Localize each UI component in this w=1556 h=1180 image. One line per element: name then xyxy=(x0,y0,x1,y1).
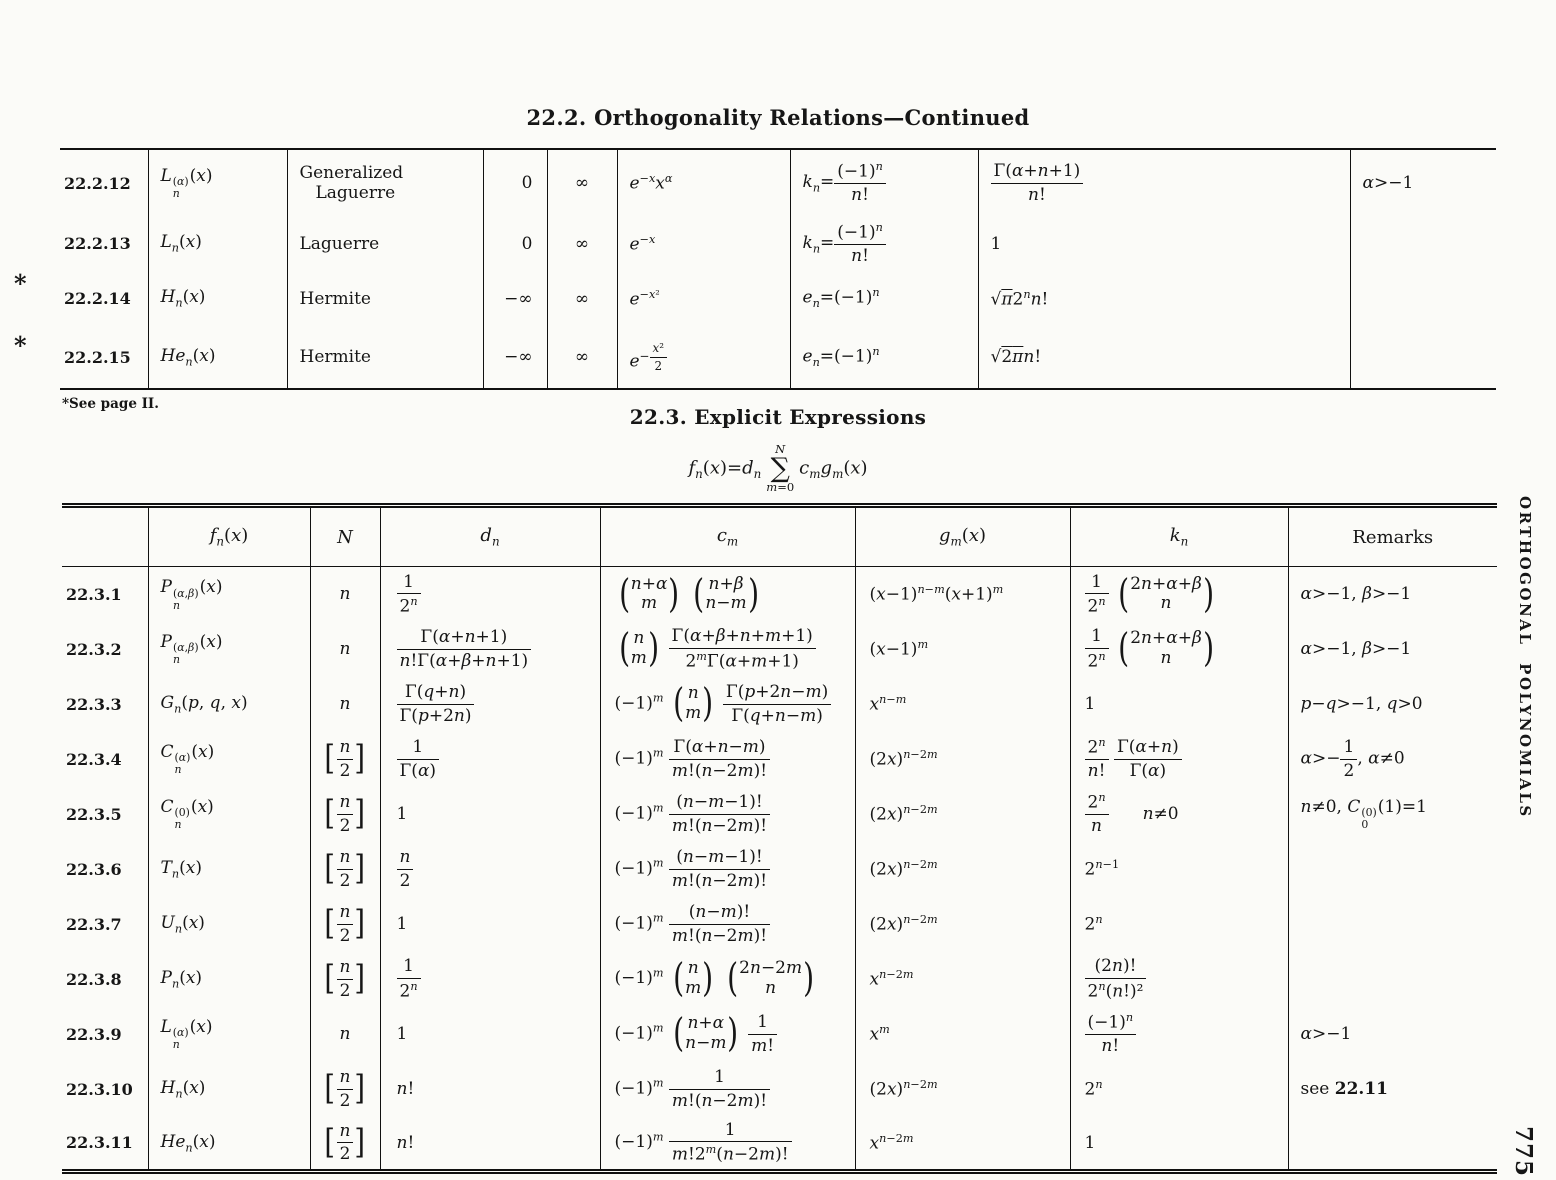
orthogonality-cell-f: $L_n(x)$ xyxy=(148,216,287,271)
orthogonality-cell-name: Hermite xyxy=(287,326,483,389)
explicit-cell-remarks: p−q>−1, q>0 xyxy=(1288,677,1497,732)
explicit-cell-c: $(-1)^m$ $\frac{1}{m!(n-2m)!}$ xyxy=(600,1062,855,1117)
section-22-2-title: 22.2. Orthogonality Relations—Continued xyxy=(526,105,1030,130)
explicit-cell-d: n! xyxy=(380,1117,600,1172)
explicit-row xyxy=(62,787,1497,842)
explicit-row xyxy=(62,952,1497,1007)
header-dn: $d_n$ xyxy=(380,506,600,567)
explicit-cell-remarks xyxy=(1288,1117,1497,1172)
explicit-cell-remarks: α>−1 xyxy=(1288,1007,1497,1062)
explicit-cell-k: $\frac{1}{2^n}$ ( 2n+α+β n ) xyxy=(1070,567,1288,622)
explicit-cell-N: [ n 2 ] xyxy=(310,842,380,897)
orthogonality-relations-table xyxy=(60,148,1496,390)
explicit-cell-remarks xyxy=(1288,897,1497,952)
page-number: 775 xyxy=(1510,1126,1537,1178)
explicit-cell-d: 1 xyxy=(380,1007,600,1062)
explicit-cell-f: L (α) n (x) xyxy=(148,1007,310,1062)
orthogonality-cell-f: $H_n(x)$ xyxy=(148,271,287,326)
explicit-table-body xyxy=(62,567,1497,1172)
orthogonality-table-body xyxy=(60,149,1496,389)
header-fn: $f_n(x)$ xyxy=(148,506,310,567)
explicit-cell-remarks: α>−1, β>−1 xyxy=(1288,622,1497,677)
header-gm: $g_m(x)$ xyxy=(855,506,1070,567)
explicit-cell-g: $x^{n-2m}$ xyxy=(855,952,1070,1007)
orthogonality-cell-remarks: α>−1 xyxy=(1350,149,1496,216)
header-N: N xyxy=(310,506,380,567)
explicit-cell-g: $x^{n-2m}$ xyxy=(855,1117,1070,1172)
explicit-row xyxy=(62,842,1497,897)
explicit-cell-d: 1 xyxy=(380,787,600,842)
explicit-cell-id: 22.3.1 xyxy=(66,584,122,604)
explicit-cell-k: $\frac{(2n)!}{2^n(n!)^2}$ xyxy=(1070,952,1288,1007)
orthogonality-cell-name: Generalized Laguerre xyxy=(287,149,483,216)
orthogonality-row xyxy=(60,326,1496,389)
explicit-cell-f: C (α) n (x) xyxy=(148,732,310,787)
explicit-cell-c: $(-1)^m$ ( n m ) $\frac{\Gamma(p+2n-m)}{\Gamma(q+n-m)}$ xyxy=(600,677,855,732)
explicit-cell-f: $He_n(x)$ xyxy=(148,1117,310,1172)
orthogonality-row xyxy=(60,149,1496,216)
footnote-star-22-2-14: * xyxy=(14,269,27,298)
explicit-cell-g: $(2x)^{n-2m}$ xyxy=(855,897,1070,952)
explicit-cell-g: $x^m$ xyxy=(855,1007,1070,1062)
explicit-row xyxy=(62,897,1497,952)
explicit-cell-k: $\frac{2^n}{n}$ n≠0 xyxy=(1070,787,1288,842)
orthogonality-cell-h: √2πn! xyxy=(978,326,1350,389)
explicit-cell-k: $2^{n-1}$ xyxy=(1070,842,1288,897)
orthogonality-cell-id: 22.2.14 xyxy=(64,289,131,308)
explicit-cell-c: $(-1)^m$ $\frac{(n-m-1)!}{m!(n-2m)!}$ xyxy=(600,787,855,842)
orthogonality-cell-f: $He_n(x)$ xyxy=(148,326,287,389)
explicit-cell-N: [ n 2 ] xyxy=(310,897,380,952)
header-remarks: Remarks xyxy=(1288,506,1497,567)
explicit-table-header-row xyxy=(62,506,1497,567)
explicit-cell-id: 22.3.11 xyxy=(66,1133,133,1153)
explicit-row xyxy=(62,1007,1497,1062)
orthogonality-cell-b: ∞ xyxy=(547,216,617,271)
explicit-cell-remarks xyxy=(1288,842,1497,897)
explicit-cell-d: 1 xyxy=(380,897,600,952)
orthogonality-cell-b: ∞ xyxy=(547,149,617,216)
orthogonality-cell-a: 0 xyxy=(483,216,547,271)
explicit-cell-g: $(2x)^{n-2m}$ xyxy=(855,842,1070,897)
explicit-cell-g: $x^{n-m}$ xyxy=(855,677,1070,732)
section-22-3-title: 22.3. Explicit Expressions xyxy=(629,405,927,429)
orthogonality-cell-id: 22.2.15 xyxy=(64,347,131,367)
header-cm: $c_m$ xyxy=(600,506,855,567)
explicit-cell-d: $\frac{1}{2^n}$ xyxy=(380,567,600,622)
explicit-cell-f: P (α,β) n (x) xyxy=(148,567,310,622)
running-head-vertical: ORTHOGONAL POLYNOMIALS xyxy=(1516,496,1534,819)
orthogonality-cell-id: 22.2.13 xyxy=(64,234,131,253)
orthogonality-cell-k: $k_n=$ $\frac{(-1)^n}{n!}$ xyxy=(790,149,978,216)
orthogonality-cell-name: Hermite xyxy=(287,271,483,326)
explicit-row xyxy=(62,1062,1497,1117)
explicit-cell-N: n xyxy=(310,1007,380,1062)
explicit-row xyxy=(62,622,1497,677)
explicit-cell-c: $(-1)^m$ $\frac{(n-m)!}{m!(n-2m)!}$ xyxy=(600,897,855,952)
orthogonality-cell-w: $e^{-x}x^\alpha$ xyxy=(617,149,790,216)
orthogonality-cell-a: 0 xyxy=(483,149,547,216)
explicit-cell-N: n xyxy=(310,677,380,732)
orthogonality-cell-k: $e_n=(-1)^n$ xyxy=(790,326,978,389)
explicit-cell-remarks xyxy=(1288,952,1497,1007)
explicit-cell-k: 2$^n$ xyxy=(1070,897,1288,952)
explicit-cell-id: 22.3.10 xyxy=(66,1079,133,1099)
explicit-cell-k: 1 xyxy=(1070,677,1288,732)
explicit-cell-c: $(-1)^m$ $\frac{\Gamma(\alpha+n-m)}{m!(n-2m)!}$ xyxy=(600,732,855,787)
explicit-cell-c: $(-1)^m$ $\frac{1}{m!2^m(n-2m)!}$ xyxy=(600,1117,855,1172)
explicit-cell-id: 22.3.3 xyxy=(66,694,122,714)
explicit-cell-g: $(2x)^{n-2m}$ xyxy=(855,787,1070,842)
explicit-cell-c: $(-1)^m$ ( n+α n−m ) $\frac{1}{m!}$ xyxy=(600,1007,855,1062)
explicit-row xyxy=(62,677,1497,732)
explicit-cell-N: n xyxy=(310,622,380,677)
explicit-cell-id: 22.3.9 xyxy=(66,1024,122,1044)
explicit-row xyxy=(62,1117,1497,1172)
explicit-cell-k: $\frac{1}{2^n}$ ( 2n+α+β n ) xyxy=(1070,622,1288,677)
explicit-cell-g: $(2x)^{n-2m}$ xyxy=(855,732,1070,787)
orthogonality-cell-b: ∞ xyxy=(547,271,617,326)
explicit-cell-f: $P_n(x)$ xyxy=(148,952,310,1007)
explicit-cell-c: ( n m ) $\frac{\Gamma(\alpha+\beta+n+m+1)}{2^m\Gamma(\alpha+m+1)}$ xyxy=(600,622,855,677)
explicit-cell-remarks: α>− $\frac{1}{2}$ , α≠0 xyxy=(1288,732,1497,787)
explicit-row xyxy=(62,567,1497,622)
orthogonality-cell-k: $k_n=$ $\frac{(-1)^n}{n!}$ xyxy=(790,216,978,271)
explicit-cell-k: 1 xyxy=(1070,1117,1288,1172)
explicit-cell-k: 2$^n$ xyxy=(1070,1062,1288,1117)
orthogonality-row xyxy=(60,216,1496,271)
explicit-expressions-table xyxy=(62,503,1497,1174)
explicit-cell-f: $H_n(x)$ xyxy=(148,1062,310,1117)
orthogonality-cell-remarks xyxy=(1350,271,1496,326)
orthogonality-cell-id: 22.2.12 xyxy=(64,173,131,193)
explicit-cell-d: n! xyxy=(380,1062,600,1117)
orthogonality-cell-h: $\frac{\Gamma(\alpha+n+1)}{n!}$ xyxy=(978,149,1350,216)
orthogonality-cell-remarks xyxy=(1350,326,1496,389)
explicit-cell-N: [ n 2 ] xyxy=(310,952,380,1007)
explicit-cell-f: $G_n(p$, q, x) xyxy=(148,677,310,732)
orthogonality-cell-h: √π2$^n$n! xyxy=(978,271,1350,326)
orthogonality-cell-w: $e^{-x}$ xyxy=(617,216,790,271)
explicit-cell-g: $(x-1)^{n-m}(x+1)^m$ xyxy=(855,567,1070,622)
explicit-cell-id: 22.3.7 xyxy=(66,914,122,934)
explicit-cell-remarks: see 22.11 xyxy=(1288,1062,1497,1117)
orthogonality-cell-a: −∞ xyxy=(483,271,547,326)
orthogonality-cell-h: 1 xyxy=(978,216,1350,271)
explicit-cell-id: 22.3.5 xyxy=(66,804,122,824)
explicit-cell-id: 22.3.4 xyxy=(66,749,122,769)
explicit-cell-c: ( n+α m ) ( n+β n−m ) xyxy=(600,567,855,622)
explicit-cell-d: $\frac{\Gamma(\alpha+n+1)}{n!\Gamma(\alpha+\beta+n+1)}$ xyxy=(380,622,600,677)
header-blank xyxy=(62,506,148,567)
explicit-cell-f: C (0) n (x) xyxy=(148,787,310,842)
explicit-cell-f: $T_n(x)$ xyxy=(148,842,310,897)
footnote: *See page II. xyxy=(62,396,159,412)
explicit-cell-g: $(2x)^{n-2m}$ xyxy=(855,1062,1070,1117)
explicit-cell-N: [ n 2 ] xyxy=(310,732,380,787)
explicit-cell-N: [ n 2 ] xyxy=(310,1117,380,1172)
explicit-cell-remarks: α>−1, β>−1 xyxy=(1288,567,1497,622)
footnote-star-22-2-15: * xyxy=(14,331,27,360)
orthogonality-cell-a: −∞ xyxy=(483,326,547,389)
explicit-cell-f: $U_n(x)$ xyxy=(148,897,310,952)
orthogonality-cell-k: $e_n=(-1)^n$ xyxy=(790,271,978,326)
explicit-cell-N: n xyxy=(310,567,380,622)
explicit-cell-N: [ n 2 ] xyxy=(310,787,380,842)
orthogonality-row xyxy=(60,271,1496,326)
sum-formula: $f_n(x)=d_n$ N ∑ m=0 $c_mg_m(x)$ xyxy=(688,442,868,495)
explicit-cell-d: $\frac{1}{\Gamma(\alpha)}$ xyxy=(380,732,600,787)
explicit-cell-id: 22.3.6 xyxy=(66,859,122,879)
explicit-cell-id: 22.3.8 xyxy=(66,969,122,989)
header-kn: $k_n$ xyxy=(1070,506,1288,567)
orthogonality-cell-w: e− $\frac{\text{x²}}{2}$ xyxy=(617,326,790,389)
orthogonality-cell-remarks xyxy=(1350,216,1496,271)
explicit-cell-f: P (α,β) n (x) xyxy=(148,622,310,677)
explicit-cell-N: [ n 2 ] xyxy=(310,1062,380,1117)
explicit-cell-remarks: n≠0, C (0) 0 (1)=1 xyxy=(1288,787,1497,842)
orthogonality-cell-f: L (α) n (x) xyxy=(148,149,287,216)
explicit-cell-g: $(x-1)^m$ xyxy=(855,622,1070,677)
explicit-cell-d: $\frac{1}{2^n}$ xyxy=(380,952,600,1007)
explicit-cell-k: $\frac{2^n}{n!}$ $\frac{\Gamma(\alpha+n)}{\Gamma(\alpha)}$ xyxy=(1070,732,1288,787)
orthogonality-cell-name: Laguerre xyxy=(287,216,483,271)
explicit-cell-c: $(-1)^m$ ( n m ) ( 2n−2m n ) xyxy=(600,952,855,1007)
orthogonality-cell-w: $e^{-x^2}$ xyxy=(617,271,790,326)
explicit-cell-d: $\frac{n}{2}$ xyxy=(380,842,600,897)
explicit-cell-k: $\frac{(-1)^n}{n!}$ xyxy=(1070,1007,1288,1062)
explicit-row xyxy=(62,732,1497,787)
explicit-cell-c: $(-1)^m$ $\frac{(n-m-1)!}{m!(n-2m)!}$ xyxy=(600,842,855,897)
explicit-cell-id: 22.3.2 xyxy=(66,639,122,659)
orthogonality-cell-b: ∞ xyxy=(547,326,617,389)
explicit-cell-d: $\frac{\Gamma(q+n)}{\Gamma(p+2n)}$ xyxy=(380,677,600,732)
